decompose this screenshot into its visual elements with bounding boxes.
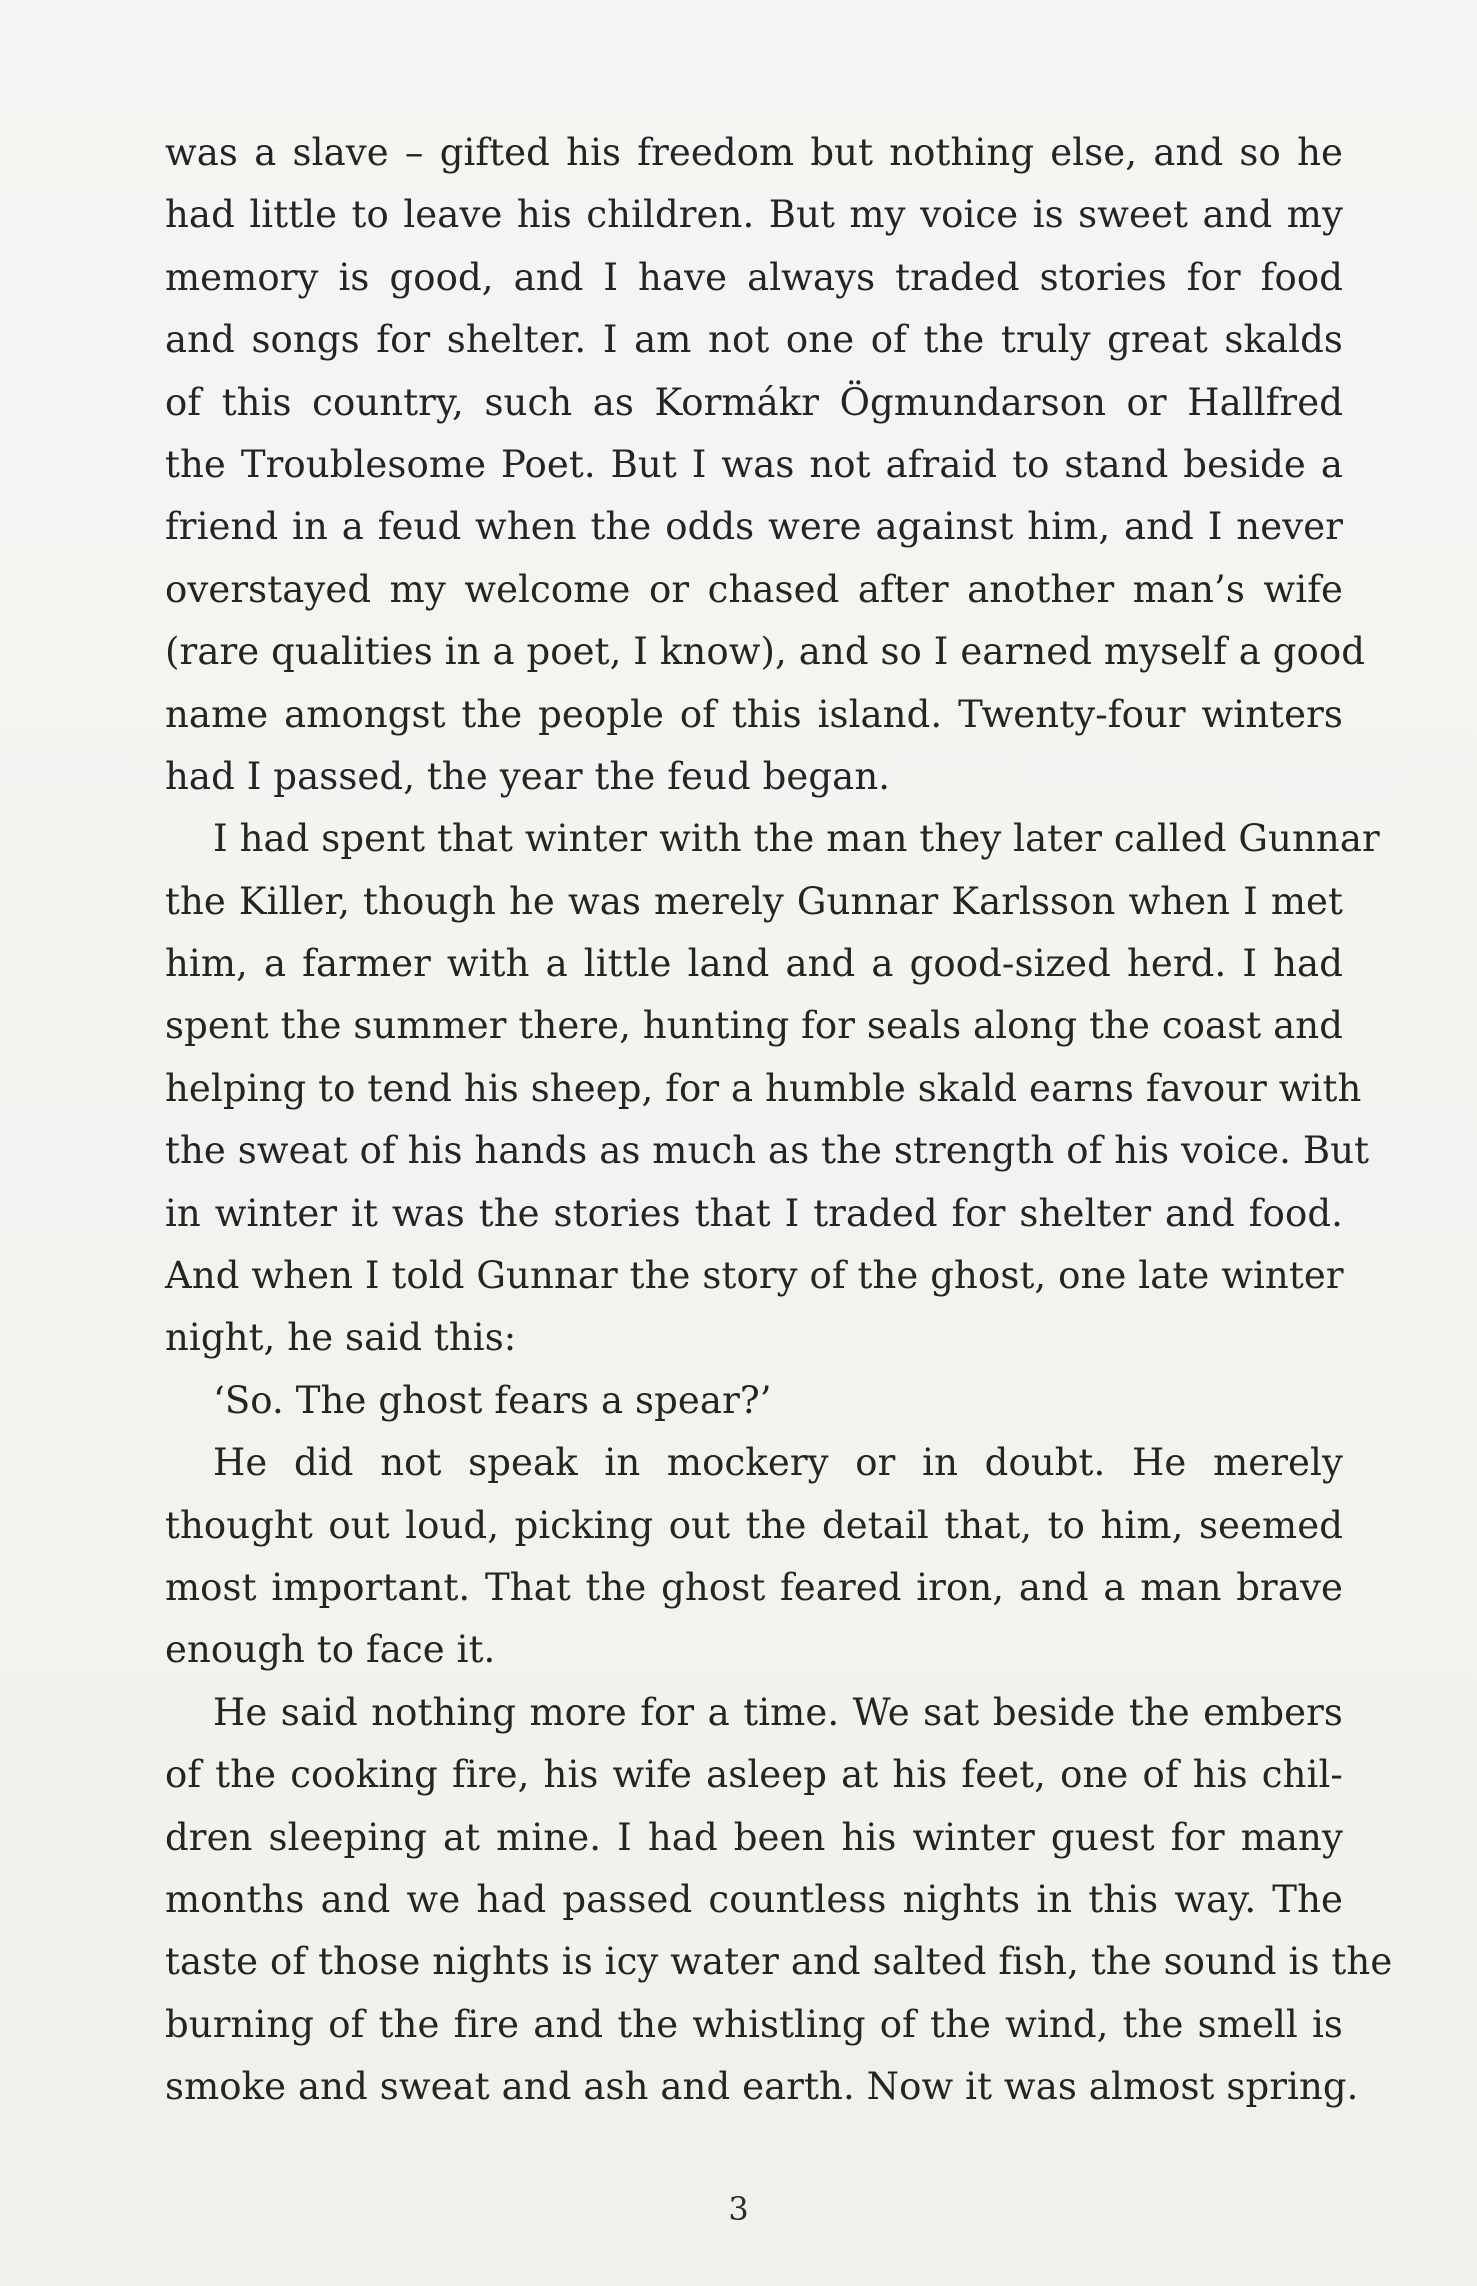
text-line: of this country, such as Kormákr Ögmundarson or Hallfred xyxy=(165,380,1343,424)
text-line: months and we had passed countless nights in this way. The xyxy=(165,1877,1343,1921)
text-line: most important. That the ghost feared iron, and a man brave xyxy=(165,1565,1343,1609)
text-line: ‘So. The ghost fears a spear?’ xyxy=(213,1378,772,1422)
body-text xyxy=(165,122,1393,2119)
text-line: of the cooking fire, his wife asleep at his feet, one of his chil- xyxy=(165,1753,1343,1797)
text-line: taste of those nights is icy water and salted fish, the sound is the xyxy=(165,1940,1393,1984)
text-line: in winter it was the stories that I traded for shelter and food. xyxy=(165,1191,1343,1235)
paragraph xyxy=(165,1432,1343,1682)
text-line: I had spent that winter with the man they later called Gunnar xyxy=(213,817,1380,861)
text-line: spent the summer there, hunting for seals along the coast and xyxy=(165,1004,1343,1048)
text-line: and songs for shelter. I am not one of the truly great skalds xyxy=(165,318,1343,362)
text-line: memory is good, and I have always traded stories for food xyxy=(165,255,1343,299)
text-line: was a slave – gifted his freedom but nothing else, and so he xyxy=(165,131,1343,174)
text-line: smoke and sweat and ash and earth. Now it was almost spring. xyxy=(165,2065,1359,2109)
text-line: had little to leave his children. But my voice is sweet and my xyxy=(165,193,1343,237)
paragraph xyxy=(165,1370,1343,1432)
text-line: And when I told Gunnar the story of the ghost, one late winter xyxy=(165,1254,1344,1298)
paragraph xyxy=(165,1682,1393,2119)
text-line: the Killer, though he was merely Gunnar Karlsson when I met xyxy=(165,879,1343,923)
text-line: the Troublesome Poet. But I was not afraid to stand beside a xyxy=(165,442,1343,486)
text-line: had I passed, the year the feud began. xyxy=(165,754,891,798)
text-line: helping to tend his sheep, for a humble skald earns favour with xyxy=(165,1066,1362,1110)
page-number: 3 xyxy=(728,2190,749,2228)
text-line: enough to face it. xyxy=(165,1628,496,1672)
text-line: overstayed my welcome or chased after another man’s wife xyxy=(165,567,1343,611)
text-line: night, he said this: xyxy=(165,1316,517,1360)
text-line: him, a farmer with a little land and a good-sized herd. I had xyxy=(165,942,1343,986)
text-line: thought out loud, picking out the detail that, to him, seemed xyxy=(165,1503,1343,1547)
text-line: friend in a feud when the odds were against him, and I never xyxy=(165,505,1343,549)
text-line: the sweat of his hands as much as the strength of his voice. But xyxy=(165,1129,1370,1173)
paragraph xyxy=(165,122,1366,808)
paragraph xyxy=(165,808,1380,1370)
text-line: burning of the fire and the whistling of the wind, the smell is xyxy=(165,2002,1343,2046)
text-line: He did not speak in mockery or in doubt. He merely xyxy=(213,1441,1343,1485)
text-line: dren sleeping at mine. I had been his winter guest for many xyxy=(165,1815,1343,1859)
text-line: He said nothing more for a time. We sat beside the embers xyxy=(213,1690,1343,1734)
text-line: name amongst the people of this island. Twenty-four winters xyxy=(165,692,1343,736)
text-line: (rare qualities in a poet, I know), and so I earned myself a good xyxy=(165,630,1366,674)
